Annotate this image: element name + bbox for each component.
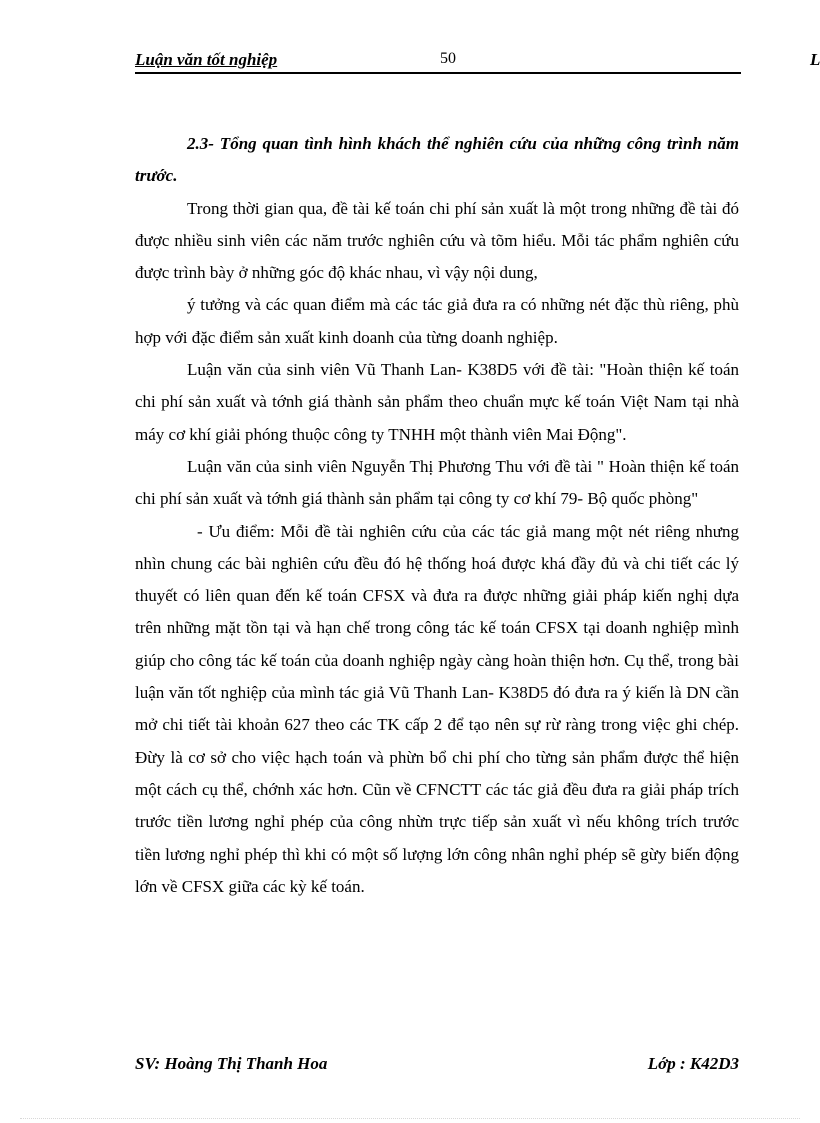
footer-student: SV: Hoàng Thị Thanh Hoa xyxy=(135,1054,328,1073)
header-title: Luận văn tốt nghiệp xyxy=(135,50,278,69)
page-break-line xyxy=(20,1118,800,1119)
paragraph-5: - Ưu điểm: Mỗi đề tài nghiên cứu của các tác giả mang một nét riêng nhưng nhìn chung các bài nghiên cứu đều đó hệ thống hoá được khá đầy đủ và chi tiết các lý thuyết có liên quan đến kế toán CFSX và đưa ra được những giải pháp kiến nghị dựa trên những mặt tồn tại và hạn chế trong công tác kế toán CFSX tại doanh nghiệp mình giúp cho công tác kế toán của doanh nghiệp ngày càng hoàn thiện hơn. Cụ thể, trong bài luận văn tốt nghiệp của mình tác giả Vũ Thanh Lan- K38D5 đó đưa ra ý kiến là DN cần mở chi tiết tài khoản 627 theo các TK cấp 2 để tạo nên sự rừ ràng trong việc ghi chép. Đừy là cơ sở cho việc hạch toán và phừn bổ chi phí cho từng sản phẩm được thể hiện một cách cụ thể, chớnh xác hơn. Cũn về CFNCTT các tác giả đều đưa ra giải pháp trích trước tiền lương nghỉ phép của công nhừn trực tiếp sản xuất vì nếu không trích trước tiền lương nghỉ phép thì khi có một số lượng lớn công nhân nghỉ phép sẽ gừy biến động lớn về CFSX giữa các kỳ kế toán. xyxy=(135,521,739,896)
header-edge-mark: L xyxy=(810,50,820,69)
paragraph-1: Trong thời gian qua, đề tài kế toán chi phí sản xuất là một trong những đề tài đó được nhiều sinh viên các năm trước nghiên cứu và tõm hiểu. Mỗi tác phẩm nghiên cứu được trình bày ở những góc độ khác nhau, vì vậy nội dung, xyxy=(135,198,739,283)
page-header xyxy=(135,48,820,74)
document-body xyxy=(135,128,739,903)
footer-class: Lớp : K42D3 xyxy=(647,1054,739,1073)
section-heading: 2.3- Tổng quan tình hình khách thể nghiên cứu của những công trình năm trước. xyxy=(135,134,739,186)
paragraph-4: Luận văn của sinh viên Nguyễn Thị Phương Thu với đề tài " Hoàn thiện kế toán chi phí sản xuất và tớnh giá thành sản phẩm tại công ty cơ khí 79- Bộ quốc phòng" xyxy=(135,456,739,509)
page-number: 50 xyxy=(440,50,456,67)
paragraph-2: ý tưởng và các quan điểm mà các tác giả đưa ra có những nét đặc thù riêng, phù hợp với đặc điểm sản xuất kinh doanh của từng doanh nghiệp. xyxy=(135,295,739,347)
paragraph-3: Luận văn của sinh viên Vũ Thanh Lan- K38D5 với đề tài: "Hoàn thiện kế toán chi phí sản xuất và tớnh giá thành sản phẩm theo chuẩn mực kế toán Việt Nam tại nhà máy cơ khí giải phóng thuộc công ty TNHH một thành viên Mai Động". xyxy=(135,360,739,444)
page-footer xyxy=(135,1054,739,1074)
